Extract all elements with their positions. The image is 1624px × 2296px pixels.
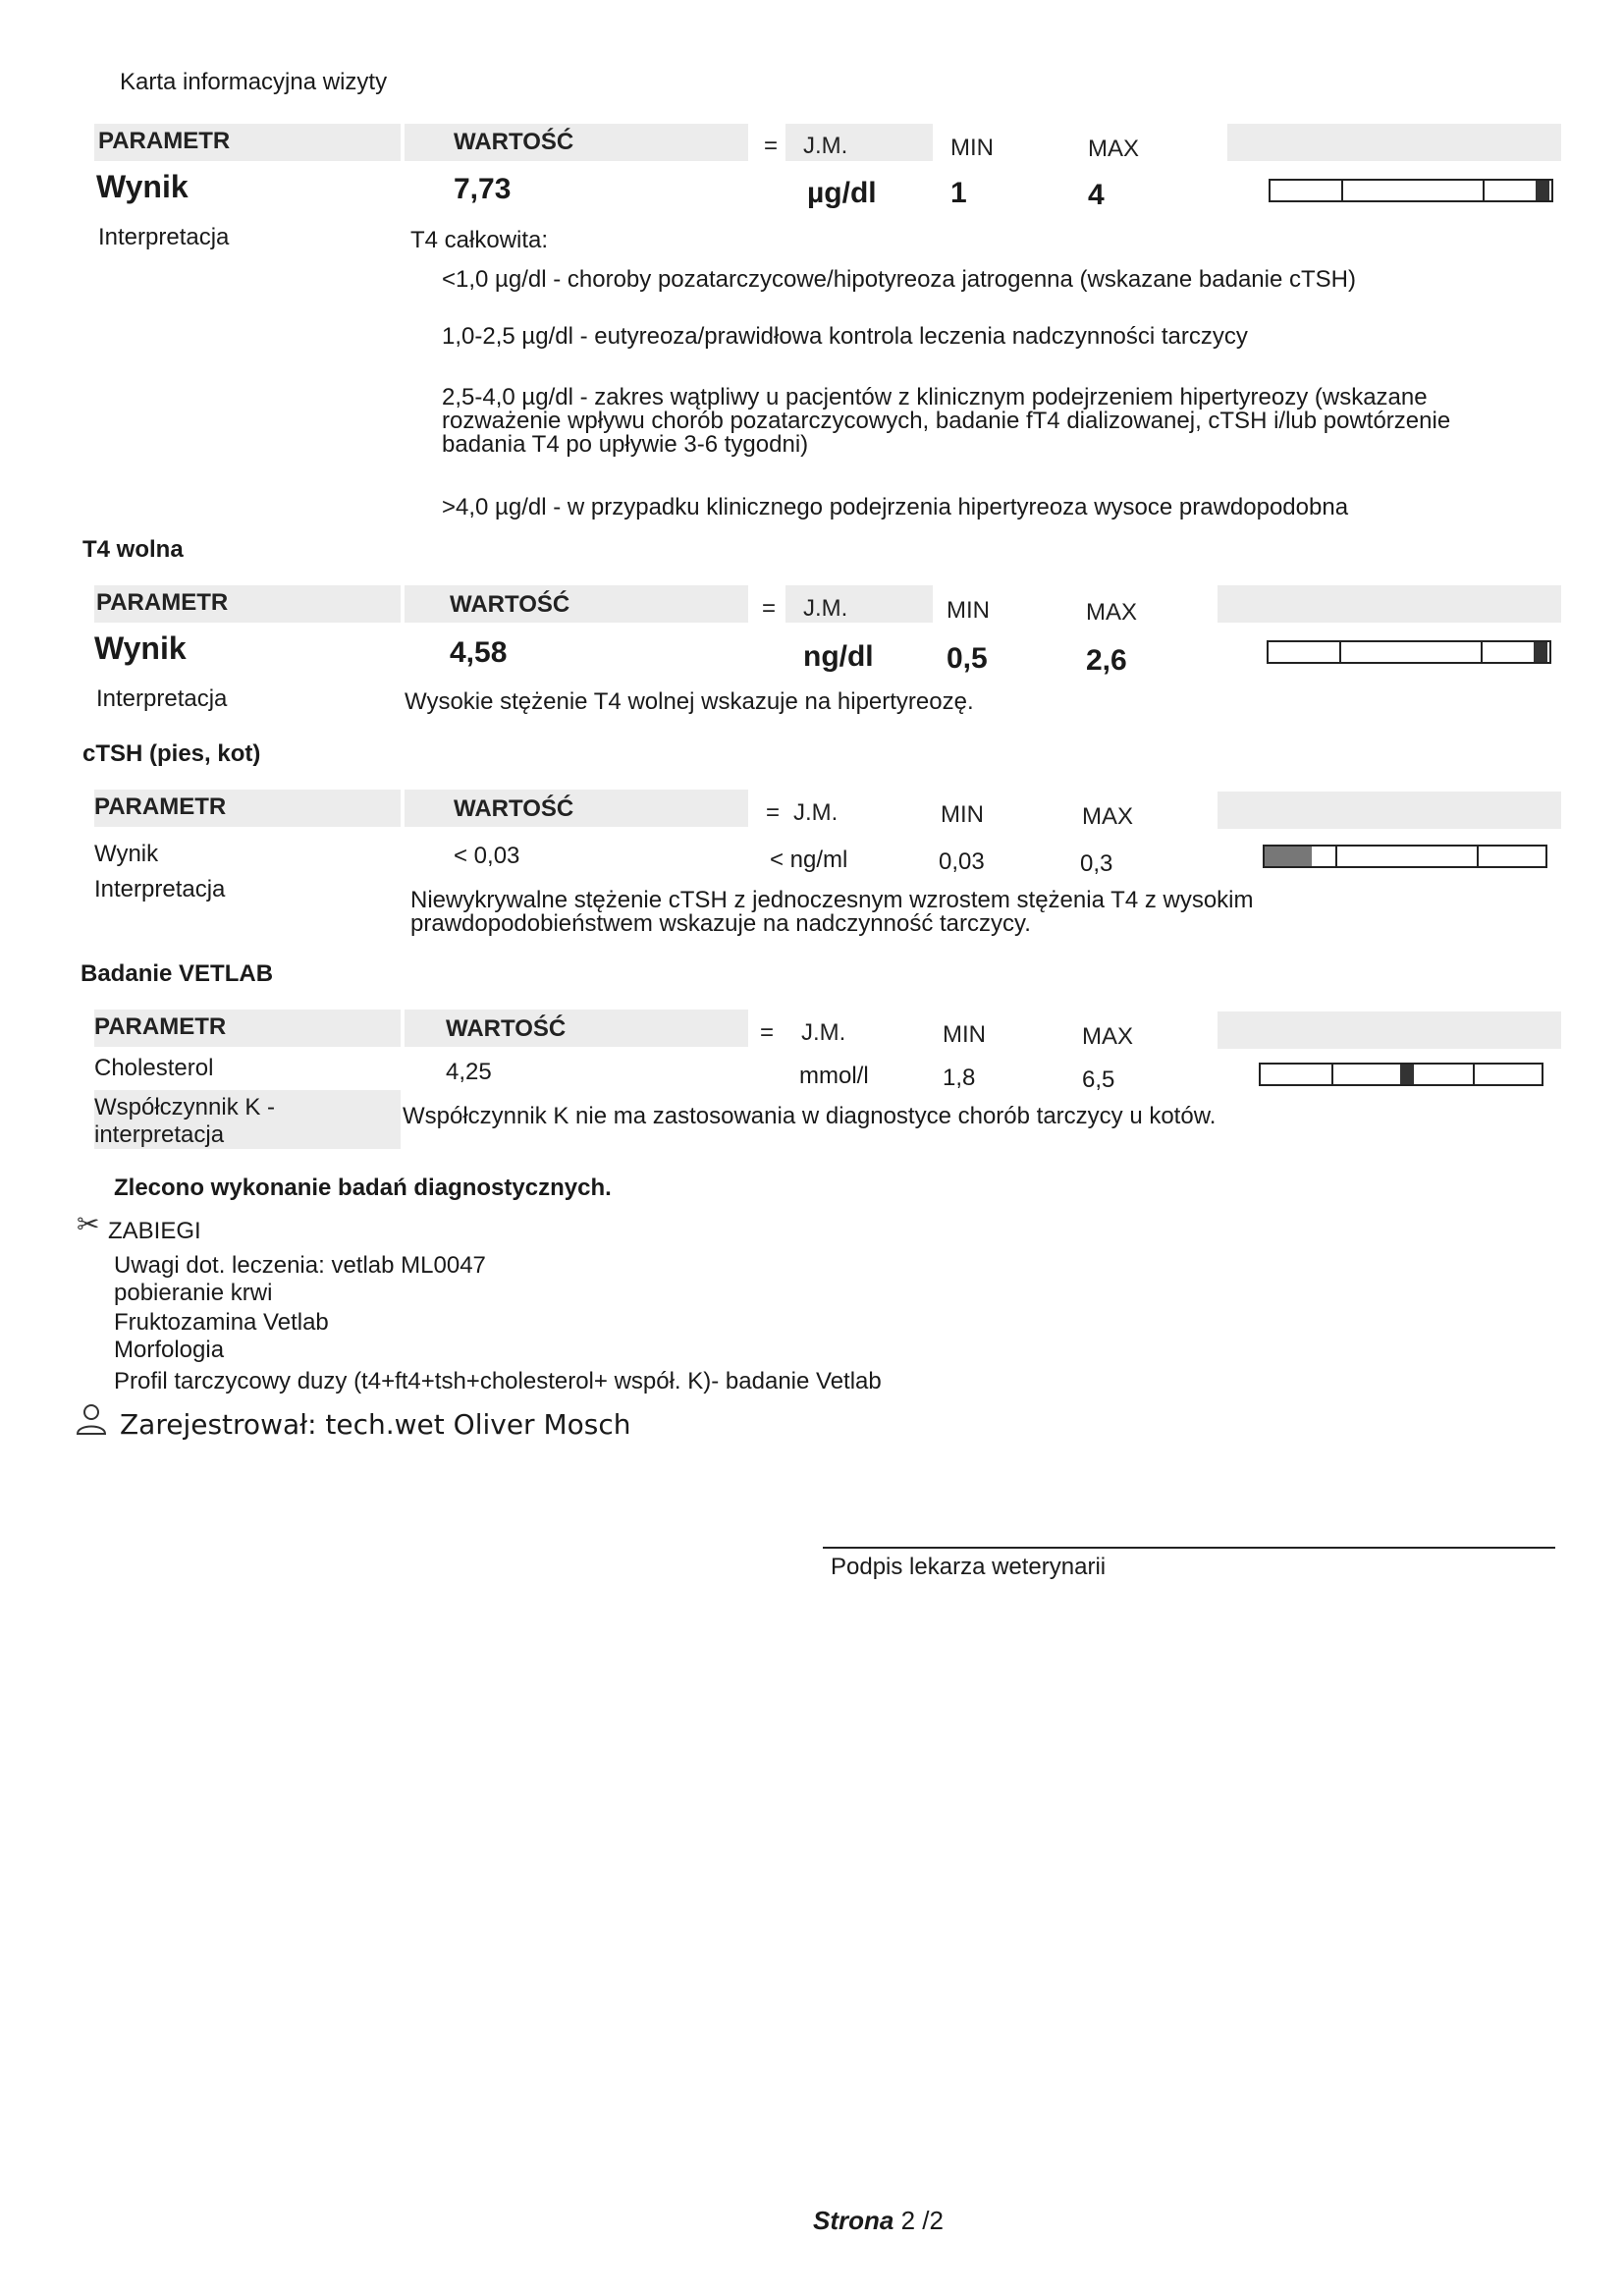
header-min: MIN — [941, 801, 984, 828]
header-bg — [1218, 792, 1561, 829]
interpretation-line: 1,0-2,5 µg/dl - eutyreoza/prawidłowa kontrola leczenia nadczynności tarczycy — [442, 323, 1248, 350]
header-eq: = — [764, 133, 779, 159]
signature-label: Podpis lekarza weterynarii — [831, 1554, 1107, 1580]
range-bar-divider — [1477, 847, 1479, 866]
procedure-line: Fruktozamina Vetlab — [114, 1309, 329, 1336]
header-param: PARAMETR — [94, 1013, 227, 1040]
result-max: 2,6 — [1086, 644, 1127, 677]
range-bar-divider — [1481, 642, 1483, 662]
procedure-line: Morfologia — [114, 1337, 225, 1363]
range-bar-divider — [1483, 181, 1485, 200]
range-bar-divider — [1339, 642, 1341, 662]
interpretation-label: Interpretacja — [96, 685, 228, 712]
range-marker — [1536, 181, 1549, 200]
header-param: PARAMETR — [96, 589, 229, 616]
interpretation-label: Interpretacja — [94, 876, 226, 902]
range-bar — [1267, 640, 1551, 664]
footer-sep: / — [922, 2206, 930, 2235]
registered-text: Zarejestrował: tech.wet Oliver Mosch — [120, 1408, 631, 1441]
result-unit: < ng/ml — [770, 847, 848, 873]
header-max: MAX — [1086, 599, 1138, 626]
procedure-line: Profil tarczycowy duzy (t4+ft4+tsh+cholesterol+ współ. K)- badanie Vetlab — [114, 1368, 882, 1394]
procedures-title: ZABIEGI — [108, 1218, 201, 1244]
document-title: Karta informacyjna wizyty — [120, 69, 388, 95]
section-title: cTSH (pies, kot) — [82, 740, 261, 767]
result-unit: µg/dl — [807, 177, 877, 209]
interpretation-line: 2,5-4,0 µg/dl - zakres wątpliwy u pacjentów z klinicznym podejrzeniem hipertyreozy (wskazane — [442, 384, 1428, 410]
result-max: 0,3 — [1080, 850, 1113, 877]
range-bar — [1263, 845, 1547, 868]
interpretation-text: Wysokie stężenie T4 wolnej wskazuje na hipertyreozę. — [405, 688, 974, 715]
interpretation-title: T4 całkowita: — [410, 227, 549, 253]
header-unit: J.M. — [803, 133, 848, 159]
range-bar-divider — [1473, 1065, 1475, 1084]
result-min: 1,8 — [943, 1065, 976, 1091]
interpretation-line: >4,0 µg/dl - w przypadku klinicznego podejrzenia hipertyreoza wysoce prawdopodobna — [442, 494, 1349, 520]
result-value: < 0,03 — [454, 843, 520, 869]
result-unit: ng/dl — [803, 640, 874, 673]
footer-total: 2 — [929, 2206, 944, 2235]
interpretation-line: Niewykrywalne stężenie cTSH z jednoczesnym wzrostem stężenia T4 z wysokim — [410, 887, 1254, 913]
range-marker — [1534, 642, 1547, 662]
header-eq: = — [760, 1019, 775, 1046]
header-unit: J.M. — [801, 1019, 846, 1046]
section-title: T4 wolna — [82, 536, 184, 563]
header-value: WARTOŚĆ — [446, 1015, 567, 1042]
result-value: 4,25 — [446, 1059, 492, 1085]
page-footer — [813, 2206, 944, 2236]
header-max: MAX — [1082, 803, 1134, 830]
interpretation-line: rozważenie wpływu chorób pozatarczycowych, badanie fT4 dializowanej, cTSH i/lub powtórzenie — [442, 408, 1451, 434]
result-min: 0,03 — [939, 848, 985, 875]
result-label: Cholesterol — [94, 1055, 214, 1081]
result-value: 7,73 — [454, 173, 512, 205]
interpretation-label: Współczynnik K - — [94, 1094, 276, 1121]
header-min: MIN — [947, 597, 990, 624]
interpretation-label: Interpretacja — [98, 224, 230, 250]
range-bar-divider — [1341, 181, 1343, 200]
range-bar — [1269, 179, 1553, 202]
footer-strona: Strona — [813, 2206, 894, 2235]
interpretation-text: Współczynnik K nie ma zastosowania w diagnostyce chorób tarczycy u kotów. — [403, 1103, 1217, 1129]
header-value: WARTOŚĆ — [454, 129, 574, 155]
result-min: 1 — [950, 177, 967, 209]
section-title: Badanie VETLAB — [81, 960, 274, 987]
interpretation-label: interpretacja — [94, 1121, 225, 1148]
range-bar — [1259, 1063, 1543, 1086]
header-unit: J.M. — [793, 799, 839, 826]
procedure-line: pobieranie krwi — [114, 1280, 273, 1306]
result-unit: mmol/l — [799, 1063, 869, 1089]
header-value: WARTOŚĆ — [454, 795, 574, 822]
result-value: 4,58 — [450, 636, 508, 669]
header-min: MIN — [943, 1021, 986, 1048]
result-max: 6,5 — [1082, 1066, 1115, 1093]
header-eq: = — [766, 799, 781, 826]
range-marker — [1265, 847, 1312, 866]
result-label: Wynik — [94, 630, 187, 666]
footer-page: 2 — [900, 2206, 916, 2235]
header-bg — [1218, 1011, 1561, 1049]
range-marker — [1400, 1065, 1414, 1084]
user-icon — [75, 1402, 108, 1443]
header-param: PARAMETR — [98, 128, 231, 154]
header-max: MAX — [1082, 1023, 1134, 1050]
signature-line — [823, 1547, 1555, 1549]
header-param: PARAMETR — [94, 793, 227, 820]
result-min: 0,5 — [947, 642, 988, 675]
header-value: WARTOŚĆ — [450, 591, 570, 618]
range-bar-divider — [1335, 847, 1337, 866]
header-bg — [1218, 585, 1561, 623]
header-bg — [1227, 124, 1561, 161]
interpretation-line: <1,0 µg/dl - choroby pozatarczycowe/hipotyreoza jatrogenna (wskazane badanie cTSH) — [442, 266, 1356, 293]
header-eq: = — [762, 595, 777, 622]
interpretation-line: badania T4 po upływie 3-6 tygodni) — [442, 431, 809, 458]
interpretation-line: prawdopodobieństwem wskazuje na nadczynność tarczycy. — [410, 910, 1031, 937]
result-label: Wynik — [94, 841, 159, 867]
range-bar-divider — [1331, 1065, 1333, 1084]
result-label: Wynik — [96, 169, 189, 204]
ordered-tests-note: Zlecono wykonanie badań diagnostycznych. — [114, 1175, 612, 1201]
scissors-icon: ✂ — [77, 1209, 100, 1239]
header-max: MAX — [1088, 136, 1140, 162]
result-max: 4 — [1088, 179, 1105, 211]
header-min: MIN — [950, 135, 994, 161]
header-unit: J.M. — [803, 595, 848, 622]
procedure-line: Uwagi dot. leczenia: vetlab ML0047 — [114, 1252, 486, 1279]
